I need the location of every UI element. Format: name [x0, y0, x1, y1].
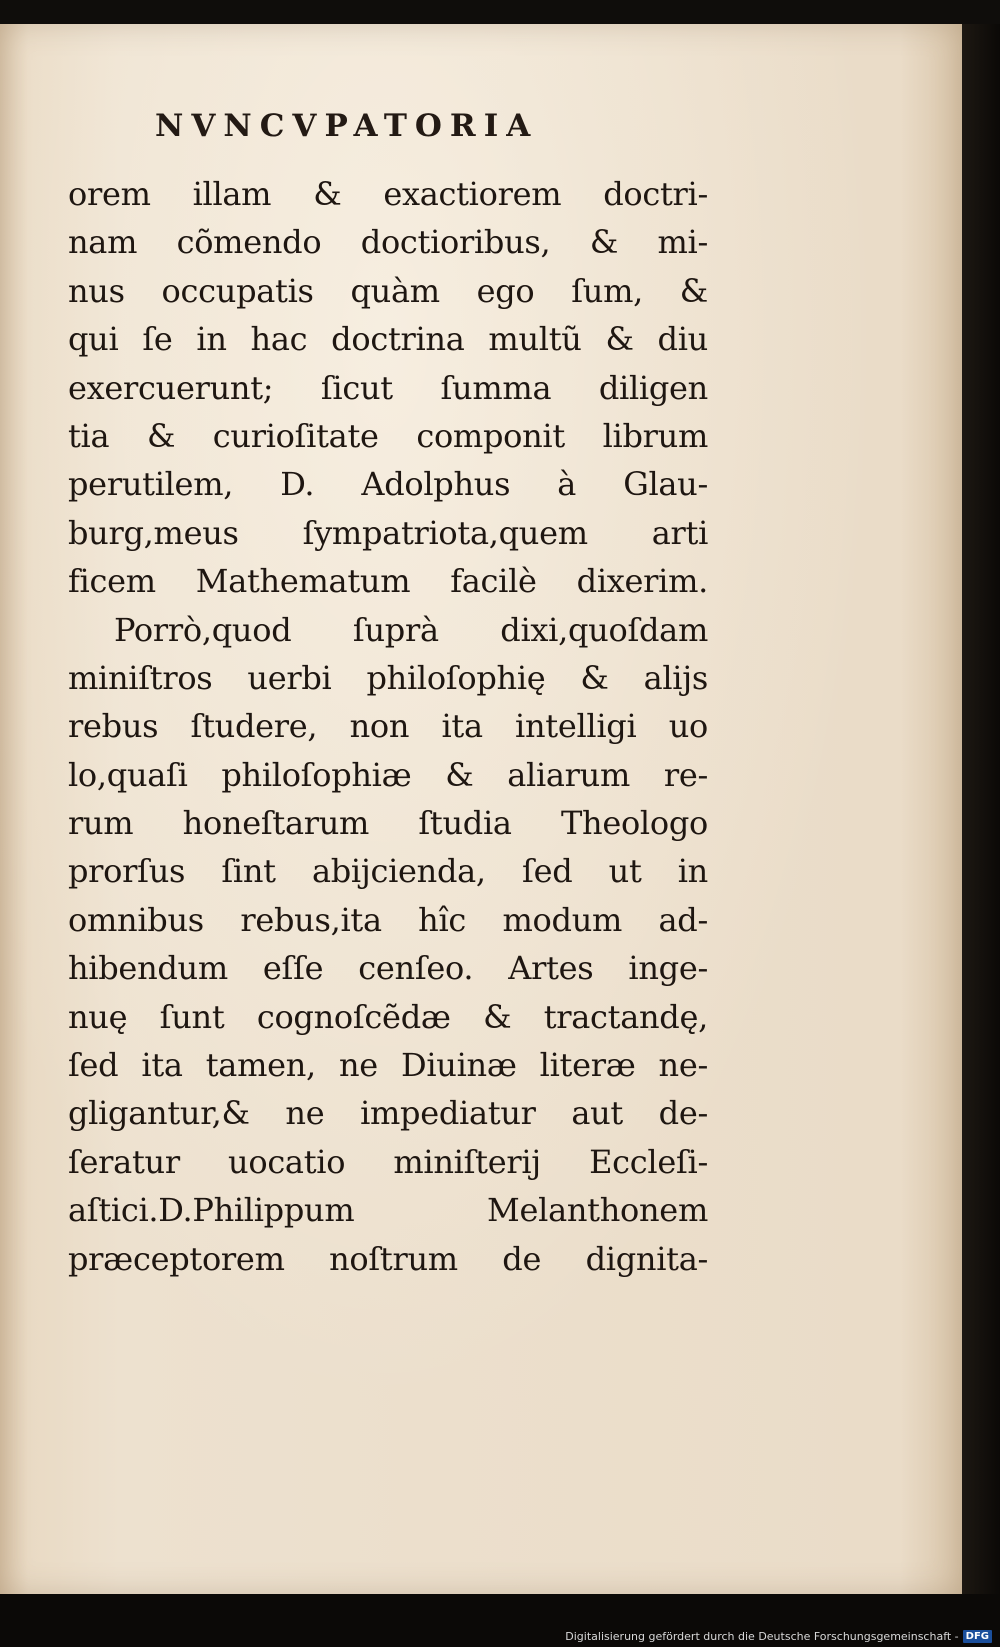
footer-bar: [0, 1594, 1000, 1647]
text-line: lo,quaſi philoſophiæ & aliarum re-: [68, 755, 708, 794]
text-line: tia & curioſitate componit librum: [68, 416, 708, 455]
text-line: rebus ſtudere, non ita intelligi uo: [68, 707, 708, 746]
text-line: ſed ita tamen, ne Diuinæ literæ ne-: [68, 1046, 708, 1085]
text-line: ficem Mathematum facilè dixerim.: [68, 562, 708, 601]
text-line: exercuerunt; ſicut ſumma diligen: [68, 368, 708, 407]
running-head: NVNCVPATORIA: [155, 108, 539, 144]
text-line: perutilem, D. Adolphus à Glau-: [68, 465, 708, 504]
text-line: omnibus rebus,ita hîc modum ad-: [68, 900, 708, 939]
body-text: [68, 170, 708, 1283]
text-line: aſtici.D.Philippum Melanthonem: [68, 1191, 708, 1230]
text-line: miniſtros uerbi philoſophię & alijs: [68, 658, 708, 697]
text-line: rum honeſtarum ſtudia Theologo: [68, 804, 708, 843]
text-line: nuę ſunt cognoſcẽdæ & tractandę,: [68, 997, 708, 1036]
page-edge-shadow: [962, 24, 1000, 1594]
text-line: præceptorem noſtrum de dignita-: [68, 1239, 708, 1278]
text-line: ſeratur uocatio miniſterij Eccleſi-: [68, 1142, 708, 1181]
digitization-credit: [565, 1630, 992, 1643]
text-line: gligantur,& ne impediatur aut de-: [68, 1094, 708, 1133]
dfg-logo-icon: DFG: [963, 1630, 992, 1643]
text-line: hibendum eſſe cenſeo. Artes inge-: [68, 949, 708, 988]
text-line: qui ſe in hac doctrina multũ & diu: [68, 320, 708, 359]
text-line: nus occupatis quàm ego ſum, &: [68, 271, 708, 310]
text-line: nam cõmendo doctioribus, & mi-: [68, 223, 708, 262]
text-line: prorſus ſint abijcienda, ſed ut in: [68, 852, 708, 891]
text-line: orem illam & exactiorem doctri-: [68, 175, 708, 213]
credit-text: Digitalisierung gefördert durch die Deutsche Forschungsgemeinschaft -: [565, 1630, 959, 1643]
text-line: burg,meus ſympatriota,quem arti: [68, 513, 708, 552]
text-line: Porrò,quod ſuprà dixi,quoſdam: [114, 610, 708, 649]
